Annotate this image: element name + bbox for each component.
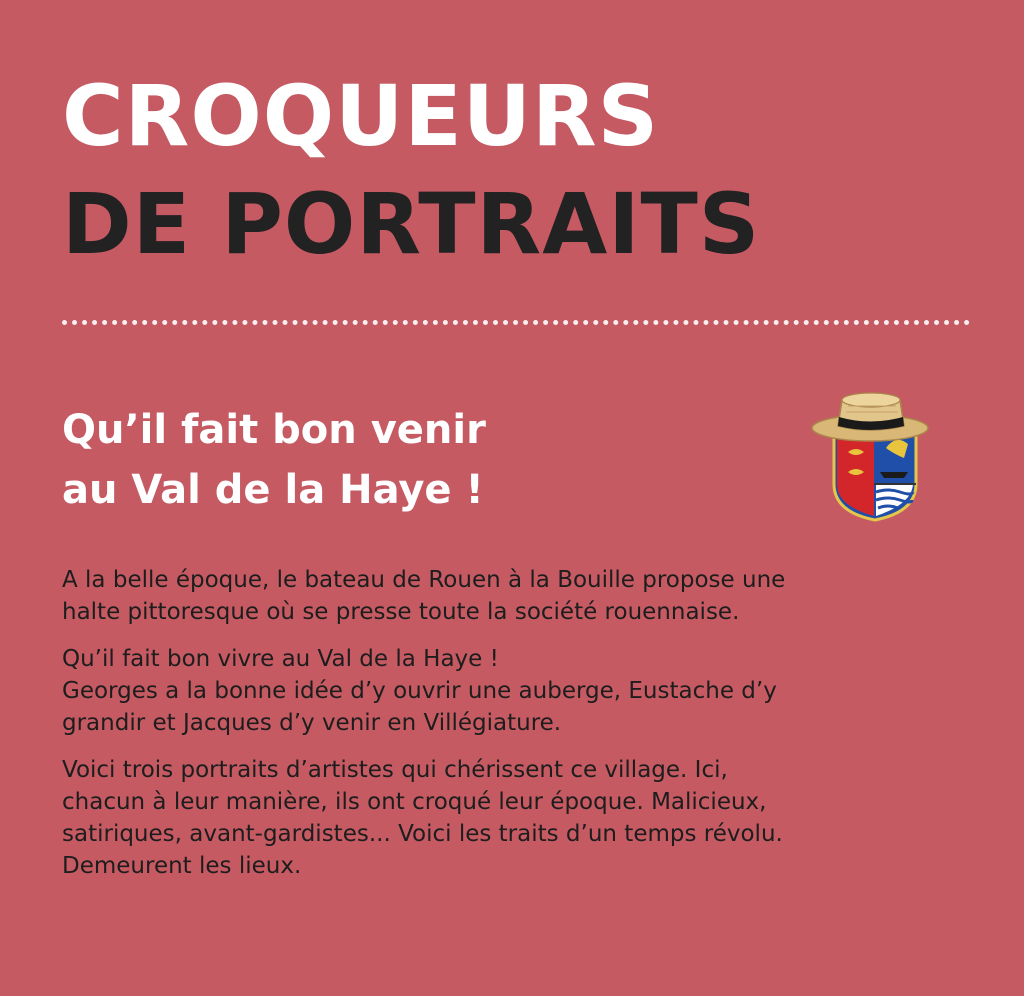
paragraph-line: Qu’il fait bon vivre au Val de la Haye !: [62, 646, 499, 672]
paragraph-line: Demeurent les lieux.: [62, 853, 302, 879]
paragraph-line: grandir et Jacques d’y venir en Villégiature.: [62, 710, 562, 736]
dotted-divider: [62, 320, 970, 325]
body-text: [62, 564, 962, 897]
paragraph-2: [62, 643, 962, 739]
subtitle-line-2: au Val de la Haye !: [62, 467, 484, 513]
paragraph-1: [62, 564, 962, 628]
subtitle: [62, 400, 486, 520]
page-title-line-1: CROQUEURS: [62, 67, 660, 165]
paragraph-line: Georges a la bonne idée d’y ouvrir une auberge, Eustache d’y: [62, 678, 777, 704]
paragraph-line: Voici trois portraits d’artistes qui chérissent ce village. Ici,: [62, 757, 728, 783]
subtitle-line-1: Qu’il fait bon venir: [62, 407, 486, 453]
paragraph-line: satiriques, avant-gardistes... Voici les traits d’un temps révolu.: [62, 821, 783, 847]
paragraph-3: [62, 754, 962, 882]
straw-boater-hat-on-coat-of-arms-icon: [808, 388, 932, 524]
paragraph-line: A la belle époque, le bateau de Rouen à la Bouille propose une: [62, 567, 786, 593]
paragraph-line: chacun à leur manière, ils ont croqué leur époque. Malicieux,: [62, 789, 767, 815]
paragraph-line: halte pittoresque où se presse toute la société rouennaise.: [62, 599, 740, 625]
page-title-line-2: DE PORTRAITS: [62, 175, 761, 273]
